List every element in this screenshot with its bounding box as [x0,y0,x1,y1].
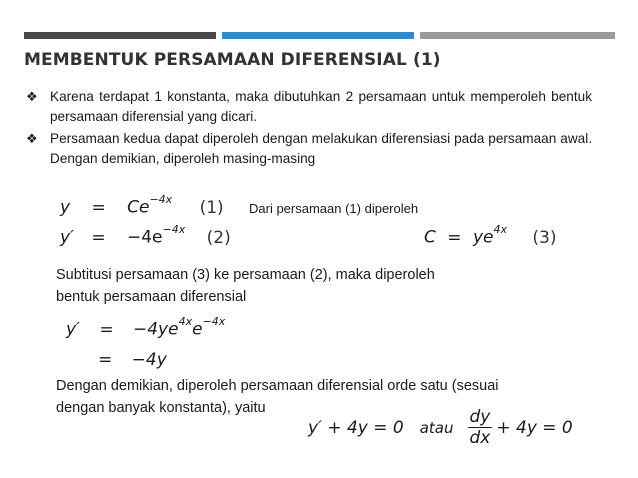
final-rhs: + 4y = 0 [496,417,573,438]
eq4-rhs: −4ye [132,319,179,340]
eq2-lhs: y′ [60,227,74,248]
eq2-equals: = [91,227,106,248]
equation-3 [424,223,557,248]
eq2-exponent: −4x [162,223,186,236]
note-dari-persamaan: Dari persamaan (1) diperoleh [249,201,419,216]
eq3-equals: = [447,227,462,248]
header-bar-dark [24,32,216,39]
final-atau: atau [419,418,454,437]
bullet-text: Persamaan kedua dapat diperoleh dengan melakukan diferensiasi pada persamaan awal. Dengan demikian, diperoleh masing-masing [50,131,592,166]
equation-4 [66,315,226,340]
bullet-text: Karena terdapat 1 konstanta, maka dibutuhkan 2 persamaan untuk memperoleh bentuk persamaan diferensial yang dicari. [50,89,592,124]
eq2-number: (2) [206,227,231,248]
equation-1 [60,193,224,218]
fraction-dy-dx [468,408,493,447]
eq1-rhs: Ce [127,197,150,218]
bullet-list [26,87,592,171]
eq5-equals: = [98,350,113,370]
diamond-bullet-icon: ❖ [26,89,38,104]
eq3-rhs: ye [472,227,494,248]
fraction-numerator: dy [469,407,491,427]
eq1-exponent: −4x [149,193,173,206]
bullet-item [26,87,592,127]
header-bar-blue [222,32,414,39]
eq2-rhs: −4e [126,227,163,248]
eq4-rhs2: e [192,319,203,340]
equation-2 [60,223,231,248]
eq4-exponent-1: 4x [178,315,193,328]
eq1-lhs: y [60,197,71,218]
eq5-rhs: −4y [131,350,167,370]
eq1-equals: = [91,197,106,218]
fraction-denominator: dx [469,428,491,448]
slide-title: MEMBENTUK PERSAMAAN DIFERENSIAL (1) [24,50,441,70]
eq3-number: (3) [532,227,557,248]
header-bar-gray [420,32,615,39]
final-equation [308,408,573,447]
final-lhs: y′ + 4y = 0 [308,417,404,438]
bullet-item [26,129,592,169]
eq4-equals: = [99,319,114,340]
eq4-exponent-2: −4x [202,315,226,328]
eq3-lhs: C [424,227,436,248]
note-subtitusi-line1: Subtitusi persamaan (3) ke persamaan (2), maka diperoleh [56,267,435,283]
note-subtitusi-line2: bentuk persamaan diferensial [56,289,247,305]
note-dengan-demikian-line2: dengan banyak konstanta), yaitu [56,400,266,416]
equation-5 [98,350,167,370]
eq1-number: (1) [199,197,224,218]
diamond-bullet-icon: ❖ [26,131,38,146]
note-dengan-demikian-line1: Dengan demikian, diperoleh persamaan diferensial orde satu (sesuai [56,378,499,394]
eq3-exponent: 4x [493,223,507,236]
note-subtitusi [56,264,435,308]
eq4-lhs: y′ [66,319,80,340]
